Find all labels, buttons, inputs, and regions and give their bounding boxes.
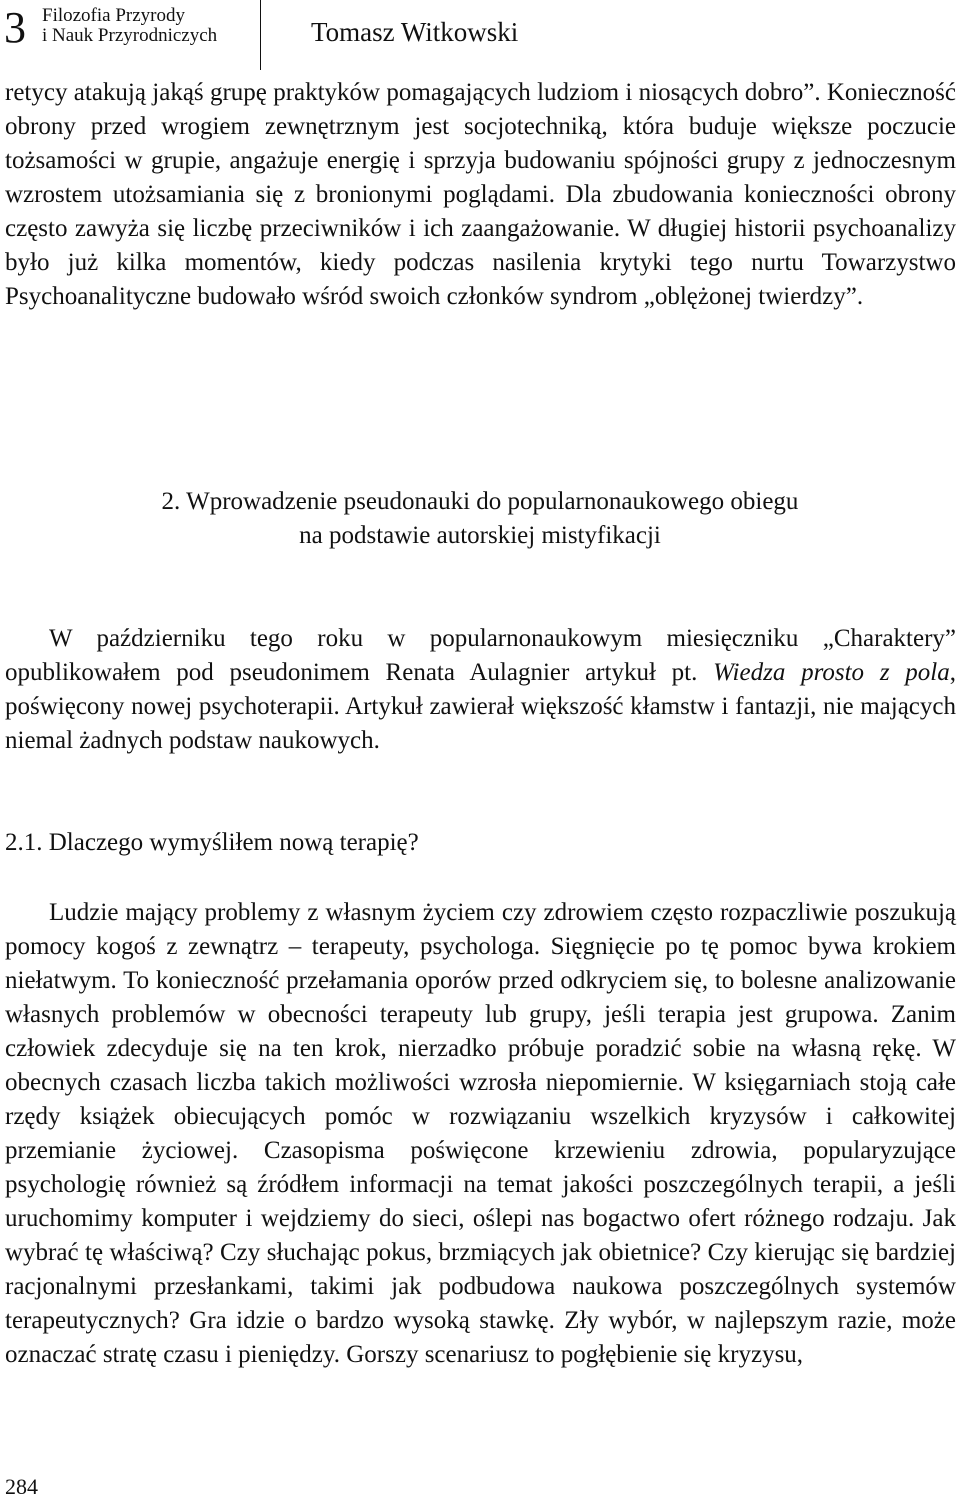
section-2-heading-line1: 2. Wprowadzenie pseudonauki do popularnonaukowego obiegu xyxy=(161,488,799,515)
journal-number: 3 xyxy=(4,3,26,52)
journal-name xyxy=(42,6,217,46)
running-header xyxy=(4,0,944,72)
paragraph-continued: retycy atakują jakąś grupę praktyków pomagających ludziom i niosących dobro”. Konieczność obrony przed wrogiem zewnętrznym jest socjotechniką, która buduje większe poczucie tożsamości w grupie, angażuje energię i sprzyja budowaniu spójności grupy z jednoczesnym wzrostem utożsamiania się z bronionymi poglądami. Dla zbudowania konieczności obrony często zawyża się liczbę przeciwników i ich zaangażowanie. W długiej historii psychoanalizy było już kilka momentów, kiedy podczas nasilenia krytyki tego nurtu Towarzystwo Psychoanalityczne budowało wśród swoich członków syndrom „oblężonej twierdzy”. xyxy=(5,79,956,310)
section-2-1-paragraph: Ludzie mający problemy z własnym życiem czy zdrowiem często rozpaczliwie poszukują pomocy kogoś z zewnątrz – terapeuty, psychologa. Sięgnięcie po tę pomoc bywa krokiem niełatwym. To konieczność przełamania oporów przed odkryciem się, to bolesne analizowanie własnych problemów w obecności terapeuty lub grupy, jeśli terapia jest grupowa. Zanim człowiek zdecyduje się na ten krok, nierzadko próbuje poradzić sobie na własną rękę. W obecnych czasach liczba takich możliwości wzrosła niepomiernie. W księgarniach stoją całe rzędy książek obiecujących pomóc w rozwiązaniu wszelkich kryzysów i całkowitej przemianie życiowej. Czasopisma poświęcone krzewieniu zdrowia, popularyzujące psychologię również są źródłem informacji na temat jakości poszczególnych terapii, a jeśli uruchomimy komputer i wejdziemy do sieci, oślepi nas bogactwo ofert różnego rodzaju. Jak wybrać tę właściwą? Czy słuchając pokus, brzmiących jak obietnice? Czy kierując się bardziej racjonalnymi przesłankami, takimi jak podbudowa naukowa poszczególnych systemów terapeutycznych? Gra idzie o bardzo wysoką stawkę. Zły wybór, w najlepszym razie, może oznaczać stratę czasu i pieniędzy. Gorszy scenariusz to pogłębienie się kryzysu, xyxy=(5,899,956,1368)
header-divider xyxy=(260,0,261,70)
section-2-text-after: , poświęcony nowej psychoterapii. Artykuł zawierał większość kłamstw i fantazji, nie mających niemal żadnych podstaw naukowych. xyxy=(5,659,957,754)
section-2-text-before: W październiku tego roku w popularnonaukowym miesięczniku „Charaktery” opublikowałem pod pseudonimem Renata Aulagnier artykuł pt. xyxy=(5,625,956,686)
page-number: 284 xyxy=(5,1474,38,1499)
author-name: Tomasz Witkowski xyxy=(311,17,519,47)
journal-name-line2: i Nauk Przyrodniczych xyxy=(42,25,218,46)
section-2-paragraph xyxy=(5,622,956,758)
section-2-heading xyxy=(0,485,960,553)
section-2-1-heading: 2.1. Dlaczego wymyśliłem nową terapię? xyxy=(5,829,419,856)
journal-name-line1: Filozofia Przyrody xyxy=(42,5,186,26)
article-title: Wiedza prosto z pola xyxy=(713,659,950,686)
section-2-heading-line2: na podstawie autorskiej mistyfikacji xyxy=(299,522,661,549)
